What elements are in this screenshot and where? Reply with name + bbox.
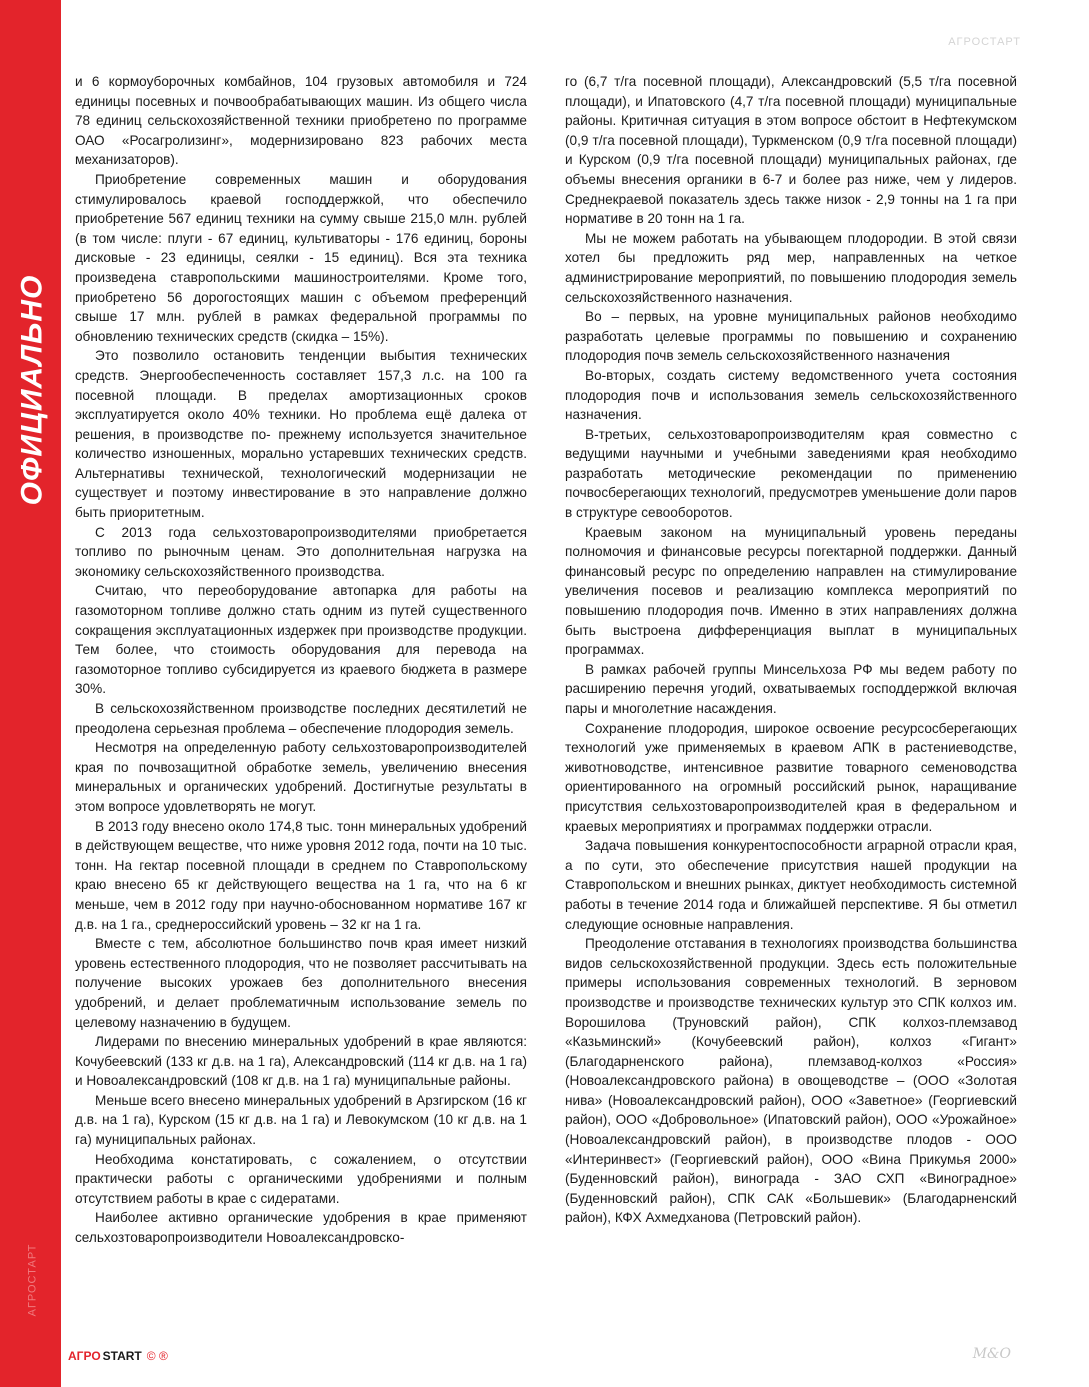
paragraph: Во-вторых, создать систему ведомственного учета состояния плодородия почв и использования земель сельскохозяйственного назначения. — [565, 367, 1017, 423]
paragraph: Приобретение современных машин и оборудования стимулировалось краевой господдержкой, что обеспечило приобретение 567 единиц техники на сумму свыше 215,0 млн. рублей (в том числе: плуги - 67 единиц, культиваторы - 176 единиц, бороны дисковые - 23 единицы, сеялки - 15 единиц). Вся эта техника произведена ставропольскими машиностроителями. Кроме того, приобретено 56 дорогостоящих машин с объемом преференций свыше 17 млн. рублей в рамках федеральной программы по обновлению технических средств (скидка – 15%). — [75, 171, 527, 344]
footer-logo-symbols: © ® — [146, 1349, 168, 1363]
paragraph: В сельскохозяйственном производстве последних десятилетий не преодолена серьезная проблема – обеспечение плодородия земель. — [75, 701, 527, 736]
paragraph: В 2013 году внесено около 174,8 тыс. тонн минеральных удобрений в действующем веществе, что ниже уровня 2012 года, почти на 10 тыс. тонн. На гектар посевной площади в среднем по Ставропольскому краю внесено 65 кг действующего вещества на 1 га, что на 6 кг меньше, чем в 2012 году при научно-обоснованном нормативе 167 кг д.в. на 1 га., среднероссийский уровень – 32 кг на 1 га. — [75, 818, 527, 932]
article-column-right — [565, 72, 1017, 1228]
paragraph: В-третьих, сельхозтоваропроизводителям края совместно с ведущими научными и учебными заведениями края необходимо разработать методические рекомендации по применению почвосберегающих технологий, предусмотрев уменьшение доли паров в структуре севооборотов. — [565, 426, 1017, 521]
footer-logo-agro: АГРО — [68, 1349, 101, 1363]
section-title: ОФИЦИАЛЬНО — [15, 274, 49, 506]
article-column-left — [75, 72, 527, 1248]
sidebar-watermark-container — [22, 1240, 42, 1320]
paragraph: Мы не можем работать на убывающем плодородии. В этой связи хотел бы предложить ряд мер, направленных на четкое администрирование мероприятий, по повышению плодородия земель сельскохозяйственного назначения. — [565, 230, 1017, 305]
footer-logo — [68, 1349, 168, 1363]
paragraph: Во – первых, на уровне муниципальных районов необходимо разработать целевые программы по повышению и сохранению плодородия почв земель сельскохозяйственного назначения — [565, 309, 1017, 364]
footer-mark: М&О — [972, 1346, 1011, 1362]
paragraph: и 6 кормоуборочных комбайнов, 104 грузовых автомобиля и 724 единицы посевных и почвообрабатывающих машин. Из общего числа 78 единиц сельскохозяйственной техники приобретено по программе ОАО «Росагролизинг», модернизировано 823 рабочих места механизаторов). — [75, 74, 527, 168]
paragraph: С 2013 года сельхозтоваропроизводителями приобретается топливо по рыночным ценам. Это дополнительная нагрузка на экономику сельскохозяйственного производства. — [75, 524, 527, 579]
paragraph: Преодоление отставания в технологиях производства большинства видов сельскохозяйственной продукции. Здесь есть положительные примеры использования современных технологий. В зерновом производстве и производстве технических культур это СПК колхоз им. Ворошилова (Труновский район), СПК колхоз-племзавод «Казьминский» (Кочубеевский район), колхоз «Гигант» (Благодарненского района), племзавод-колхоз «Россия» (Новоалександровского района) в овощеводстве – (ООО «Золотая нива» (Новоалександровский район), ООО «Заветное» (Георгиевский район), ООО «Добровольное» (Ипатовский район), ООО «Урожайное» (Новоалександровский район), в производстве плодов - ООО «Интеринвест» (Георгиевский район), ООО «Вина Прикумья 2000» (Буденновский район), винограда - ЗАО СХП «Виноградное» (Буденновский район), СПК САК «Большевик» (Благодарненский район), КФХ Ахмедханова (Петровский район). — [565, 936, 1017, 1226]
paragraph: го (6,7 т/га посевной площади), Александровский (5,5 т/га посевной площади), и Ипатовского (4,7 т/га посевной площади) муниципальные районы. Критичная ситуация в этом вопросе обстоит в Нефтекумском (0,9 т/га посевной площади), Туркменском (0,9 т/га посевной площади) и Курском (0,9 т/га посевной площади) муниципальных районах, где объемы внесения органики в 6-7 и более раз ниже, чем у лидеров. Среднекраевой показатель здесь также низок - 2,9 тонны на 1 га при нормативе в 20 тонн на 1 га. — [565, 74, 1017, 227]
paragraph: Несмотря на определенную работу сельхозтоваропроизводителей края по почвозащитной обработке земель, увеличению внесения минеральных и органических удобрений. Достигнутые результаты в этом вопросе удовлетворять не могут. — [75, 740, 527, 814]
paragraph: Считаю, что переоборудование автопарка для работы на газомоторном топливе должно стать одним из путей существенного сокращения эксплуатационных издержек при производстве продукции. Тем более, что стоимость оборудования для перевода на газомоторное топливо субсидируется из краевого бюджета в размере 30%. — [75, 583, 527, 697]
paragraph: Вместе с тем, абсолютное большинство почв края имеет низкий уровень естественного плодородия, что не позволяет рассчитывать на получение высоких урожаев без дополнительного внесения удобрений, и делает проблематичным использование земель по целевому назначению в будущем. — [75, 936, 527, 1030]
paragraph: Наиболее активно органические удобрения в крае применяют сельхозтоваропроизводители Новоалександровско- — [75, 1210, 527, 1246]
paragraph: Лидерами по внесению минеральных удобрений в крае являются: Кочубеевский (133 кг д.в. на 1 га), Александровский (114 кг д.в. на 1 га) и Новоалександровский (108 кг д.в. на 1 га) муниципальные районы. — [75, 1034, 527, 1089]
footer-logo-start: START — [102, 1349, 142, 1363]
section-title-container — [14, 274, 50, 506]
paragraph: Необходима констатировать, с сожалением, о отсутствии практически работы с органическими удобрениями и полным отсутствием работы в крае с сидератами. — [75, 1151, 527, 1206]
paragraph: Это позволило остановить тенденции выбытия технических средств. Энергообеспеченность составляет 157,3 л.с. на 100 га посевной площади. В пределах амортизационных сроков эксплуатируется около 40% техники. Но проблема ещё далека от решения, в производстве по- прежнему используется значительное количество изношенных, морально устаревших технических средств. Альтернативы технической, технологический модернизации не существует и поэтому инвестирование в это направление должно быть приоритетным. — [75, 348, 527, 521]
paragraph: Сохранение плодородия, широкое освоение ресурсосберегающих технологий уже применяемых в краевом АПК в растениеводстве, животноводстве, интенсивное развитие товарного семеноводства ориентированного на огромный российский рынок, наращивание присутствия сельхозтоваропроизводителей края в федеральном и краевых мероприятиях и программах поддержки отрасли. — [565, 720, 1017, 834]
paragraph: В рамках рабочей группы Минсельхоза РФ мы ведем работу по расширению перечня угодий, охватываемых господдержкой включая пары и многолетние насаждения. — [565, 661, 1017, 716]
paragraph: Меньше всего внесено минеральных удобрений в Арзгирском (16 кг д.в. на 1 га), Курском (15 кг д.в. на 1 га) и Левокумском (10 кг д.в. на 1 га) муниципальных районах. — [75, 1092, 527, 1148]
sidebar-band — [0, 0, 61, 1387]
paragraph: Краевым законом на муниципальный уровень переданы полномочия и финансовые ресурсы погектарной поддержки. Данный финансовый ресурс по определению направлен на стимулирование увеличения посевов и реализацию комплекса мероприятий по повышению плодородия почв. Именно в этих направлениях должна быть выстроена дифференциация выплат в муниципальных программах. — [565, 524, 1017, 658]
header-brand: АГРОСТАРТ — [948, 36, 1021, 48]
sidebar-watermark: АГРОСТАРТ — [26, 1243, 38, 1317]
paragraph: Задача повышения конкурентоспособности аграрной отрасли края, а по сути, это обеспечение присутствия нашей продукции на Ставропольском и внешних рынках, диктует необходимость системной работы в течение 2014 года и ближайшей перспективе. Я бы отметил следующие основные направления. — [565, 838, 1017, 932]
